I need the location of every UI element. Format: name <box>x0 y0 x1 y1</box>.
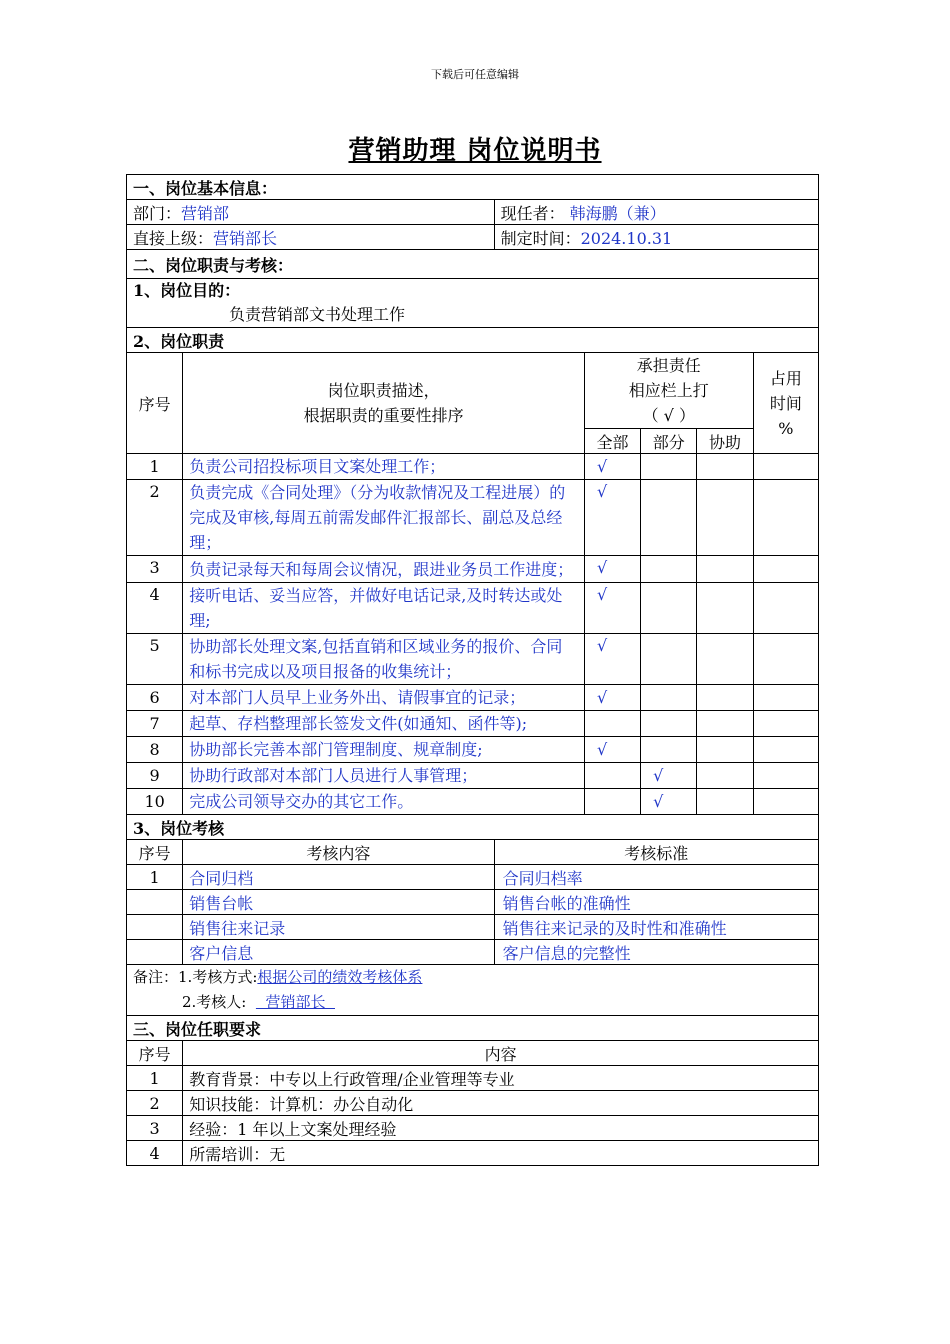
duty-check-all: √ <box>584 454 640 480</box>
assess-row <box>127 940 819 965</box>
purpose-heading: 1、岗位目的： <box>133 281 241 300</box>
duties-col-desc <box>183 353 585 454</box>
duty-check-all <box>584 763 640 789</box>
assess-row <box>127 915 819 940</box>
dept-value: 营销部 <box>181 203 230 223</box>
req-text: 所需培训：无 <box>183 1141 819 1166</box>
duty-desc: 协助部长处理文案,包括直销和区域业务的报价、合同和标书完成以及项目报备的收集统计； <box>183 634 585 685</box>
duty-share <box>753 737 818 763</box>
date-cell <box>494 225 818 250</box>
duty-check-part <box>641 685 697 711</box>
req-col-content: 内容 <box>183 1041 819 1066</box>
assess-row <box>127 865 819 890</box>
superior-value: 营销部长 <box>213 228 278 248</box>
duty-check-assist <box>697 737 753 763</box>
duty-check-part <box>641 480 697 556</box>
duty-share <box>753 480 818 556</box>
duty-check-part <box>641 556 697 583</box>
req-col-seq: 序号 <box>127 1041 183 1066</box>
assess-no <box>127 890 183 915</box>
assess-row <box>127 890 819 915</box>
duties-col-seq: 序号 <box>127 353 183 454</box>
incumbent-value: 韩海鹏（兼） <box>569 203 666 223</box>
req-row <box>127 1091 819 1116</box>
assess-standard: 合同归档率 <box>494 865 818 890</box>
duties-col-assist: 协助 <box>697 429 753 454</box>
duty-no: 3 <box>127 556 183 583</box>
incumbent-label: 现任者： <box>500 203 565 223</box>
duty-check-assist <box>697 789 753 815</box>
duty-row <box>127 556 819 583</box>
duty-no: 5 <box>127 634 183 685</box>
duty-row <box>127 583 819 634</box>
duties-col-all: 全部 <box>584 429 640 454</box>
duties-heading: 2、岗位职责 <box>127 328 819 353</box>
duty-no: 2 <box>127 480 183 556</box>
duties-col-share-line3: % <box>778 418 794 438</box>
assess-standard: 销售台帐的准确性 <box>494 890 818 915</box>
superior-label: 直接上级： <box>133 228 214 248</box>
duties-col-resp-line1: 承担责任 <box>636 356 701 375</box>
duty-no: 4 <box>127 583 183 634</box>
duty-check-part <box>641 583 697 634</box>
duty-no: 9 <box>127 763 183 789</box>
duties-col-desc-line1: 岗位职责描述， <box>327 381 440 400</box>
assess-content: 客户信息 <box>183 940 494 965</box>
req-no: 2 <box>127 1091 183 1116</box>
date-value: 2024.10.31 <box>580 228 673 248</box>
duty-check-assist <box>697 454 753 480</box>
duty-share <box>753 789 818 815</box>
duties-col-resp <box>584 353 753 429</box>
purpose-cell <box>127 279 819 328</box>
remark-line2-label: 2.考核人: <box>182 993 247 1011</box>
duty-check-assist <box>697 556 753 583</box>
duty-desc: 完成公司领导交办的其它工作。 <box>183 789 585 815</box>
duty-check-all <box>584 789 640 815</box>
assess-col-standard: 考核标准 <box>494 840 818 865</box>
assess-heading: 3、岗位考核 <box>127 815 819 840</box>
duty-share <box>753 583 818 634</box>
duty-no: 6 <box>127 685 183 711</box>
duty-desc: 起草、存档整理部长签发文件(如通知、函件等); <box>183 711 585 737</box>
incumbent-cell <box>494 200 818 225</box>
duty-desc: 负责完成《合同处理》（分为收款情况及工程进展）的完成及审核,每周五前需发邮件汇报部长、副总及总经理； <box>183 480 585 556</box>
duty-no: 1 <box>127 454 183 480</box>
date-label: 制定时间： <box>500 228 581 248</box>
duty-check-all: √ <box>584 556 640 583</box>
duties-col-share-line1: 占用 <box>769 368 802 388</box>
duty-row <box>127 737 819 763</box>
duties-col-part: 部分 <box>641 429 697 454</box>
duty-row <box>127 763 819 789</box>
duty-share <box>753 711 818 737</box>
duty-check-part <box>641 737 697 763</box>
duty-check-all: √ <box>584 737 640 763</box>
duty-check-part <box>641 454 697 480</box>
req-row <box>127 1116 819 1141</box>
duty-row <box>127 685 819 711</box>
dept-label: 部门： <box>133 203 182 223</box>
job-description-table <box>126 174 819 1166</box>
req-row <box>127 1141 819 1166</box>
duty-check-assist <box>697 480 753 556</box>
section2-heading: 二、岗位职责与考核： <box>127 250 819 279</box>
duty-share <box>753 454 818 480</box>
duty-check-part <box>641 711 697 737</box>
req-text: 经验：1 年以上文案处理经验 <box>183 1116 819 1141</box>
duty-desc: 对本部门人员早上业务外出、请假事宜的记录； <box>183 685 585 711</box>
assess-standard: 客户信息的完整性 <box>494 940 818 965</box>
remark-line1-value: 根据公司的绩效考核体系 <box>257 968 423 986</box>
duty-row <box>127 480 819 556</box>
dept-cell <box>127 200 495 225</box>
header-note: 下载后可任意编辑 <box>431 68 519 81</box>
duty-desc: 负责公司招投标项目文案处理工作； <box>183 454 585 480</box>
duty-check-part: √ <box>641 763 697 789</box>
remark-prefix: 备注： <box>133 968 179 986</box>
remark-line2-value: 营销部长 <box>255 993 335 1011</box>
duty-check-all: √ <box>584 583 640 634</box>
assess-no: 1 <box>127 865 183 890</box>
duty-no: 10 <box>127 789 183 815</box>
duty-check-part: √ <box>641 789 697 815</box>
assess-content: 销售台帐 <box>183 890 494 915</box>
duty-check-assist <box>697 583 753 634</box>
req-no: 4 <box>127 1141 183 1166</box>
remark-line1-label: 1.考核方式: <box>178 968 258 986</box>
duty-check-all <box>584 711 640 737</box>
duties-col-resp-line3: （ √ ） <box>642 406 695 425</box>
duties-col-share <box>753 353 818 454</box>
duty-row <box>127 711 819 737</box>
duties-col-share-line2: 时间 <box>769 393 802 413</box>
duty-check-part <box>641 634 697 685</box>
assess-content: 合同归档 <box>183 865 494 890</box>
assess-col-seq: 序号 <box>127 840 183 865</box>
duties-col-desc-line2: 根据职责的重要性排序 <box>303 406 464 425</box>
duty-row <box>127 789 819 815</box>
duty-desc: 负责记录每天和每周会议情况，跟进业务员工作进度； <box>183 556 585 583</box>
req-text: 知识技能：计算机：办公自动化 <box>183 1091 819 1116</box>
duty-no: 8 <box>127 737 183 763</box>
duty-check-assist <box>697 634 753 685</box>
remark-cell <box>127 965 819 1016</box>
assess-no <box>127 915 183 940</box>
req-no: 3 <box>127 1116 183 1141</box>
duty-share <box>753 685 818 711</box>
duties-col-resp-line2: 相应栏上打 <box>628 381 709 400</box>
duty-row <box>127 454 819 480</box>
duty-check-all: √ <box>584 685 640 711</box>
assess-content: 销售往来记录 <box>183 915 494 940</box>
req-text: 教育背景：中专以上行政管理/企业管理等专业 <box>183 1066 819 1091</box>
req-row <box>127 1066 819 1091</box>
duty-check-all: √ <box>584 480 640 556</box>
req-no: 1 <box>127 1066 183 1091</box>
section1-heading: 一、岗位基本信息： <box>127 175 819 200</box>
duty-share <box>753 634 818 685</box>
duty-desc: 协助部长完善本部门管理制度、规章制度; <box>183 737 585 763</box>
duty-share <box>753 763 818 789</box>
purpose-text: 负责营销部文书处理工作 <box>229 305 406 324</box>
duty-desc: 接听电话、妥当应答，并做好电话记录,及时转达或处理; <box>183 583 585 634</box>
duty-row <box>127 634 819 685</box>
section3-heading: 三、岗位任职要求 <box>127 1016 819 1041</box>
superior-cell <box>127 225 495 250</box>
assess-standard: 销售往来记录的及时性和准确性 <box>494 915 818 940</box>
duty-check-assist <box>697 711 753 737</box>
duty-no: 7 <box>127 711 183 737</box>
assess-col-content: 考核内容 <box>183 840 494 865</box>
duty-check-assist <box>697 763 753 789</box>
page-title: 营销助理 岗位说明书 <box>348 136 602 166</box>
assess-no <box>127 940 183 965</box>
duty-check-all: √ <box>584 634 640 685</box>
duty-share <box>753 556 818 583</box>
duty-desc: 协助行政部对本部门人员进行人事管理； <box>183 763 585 789</box>
duty-check-assist <box>697 685 753 711</box>
